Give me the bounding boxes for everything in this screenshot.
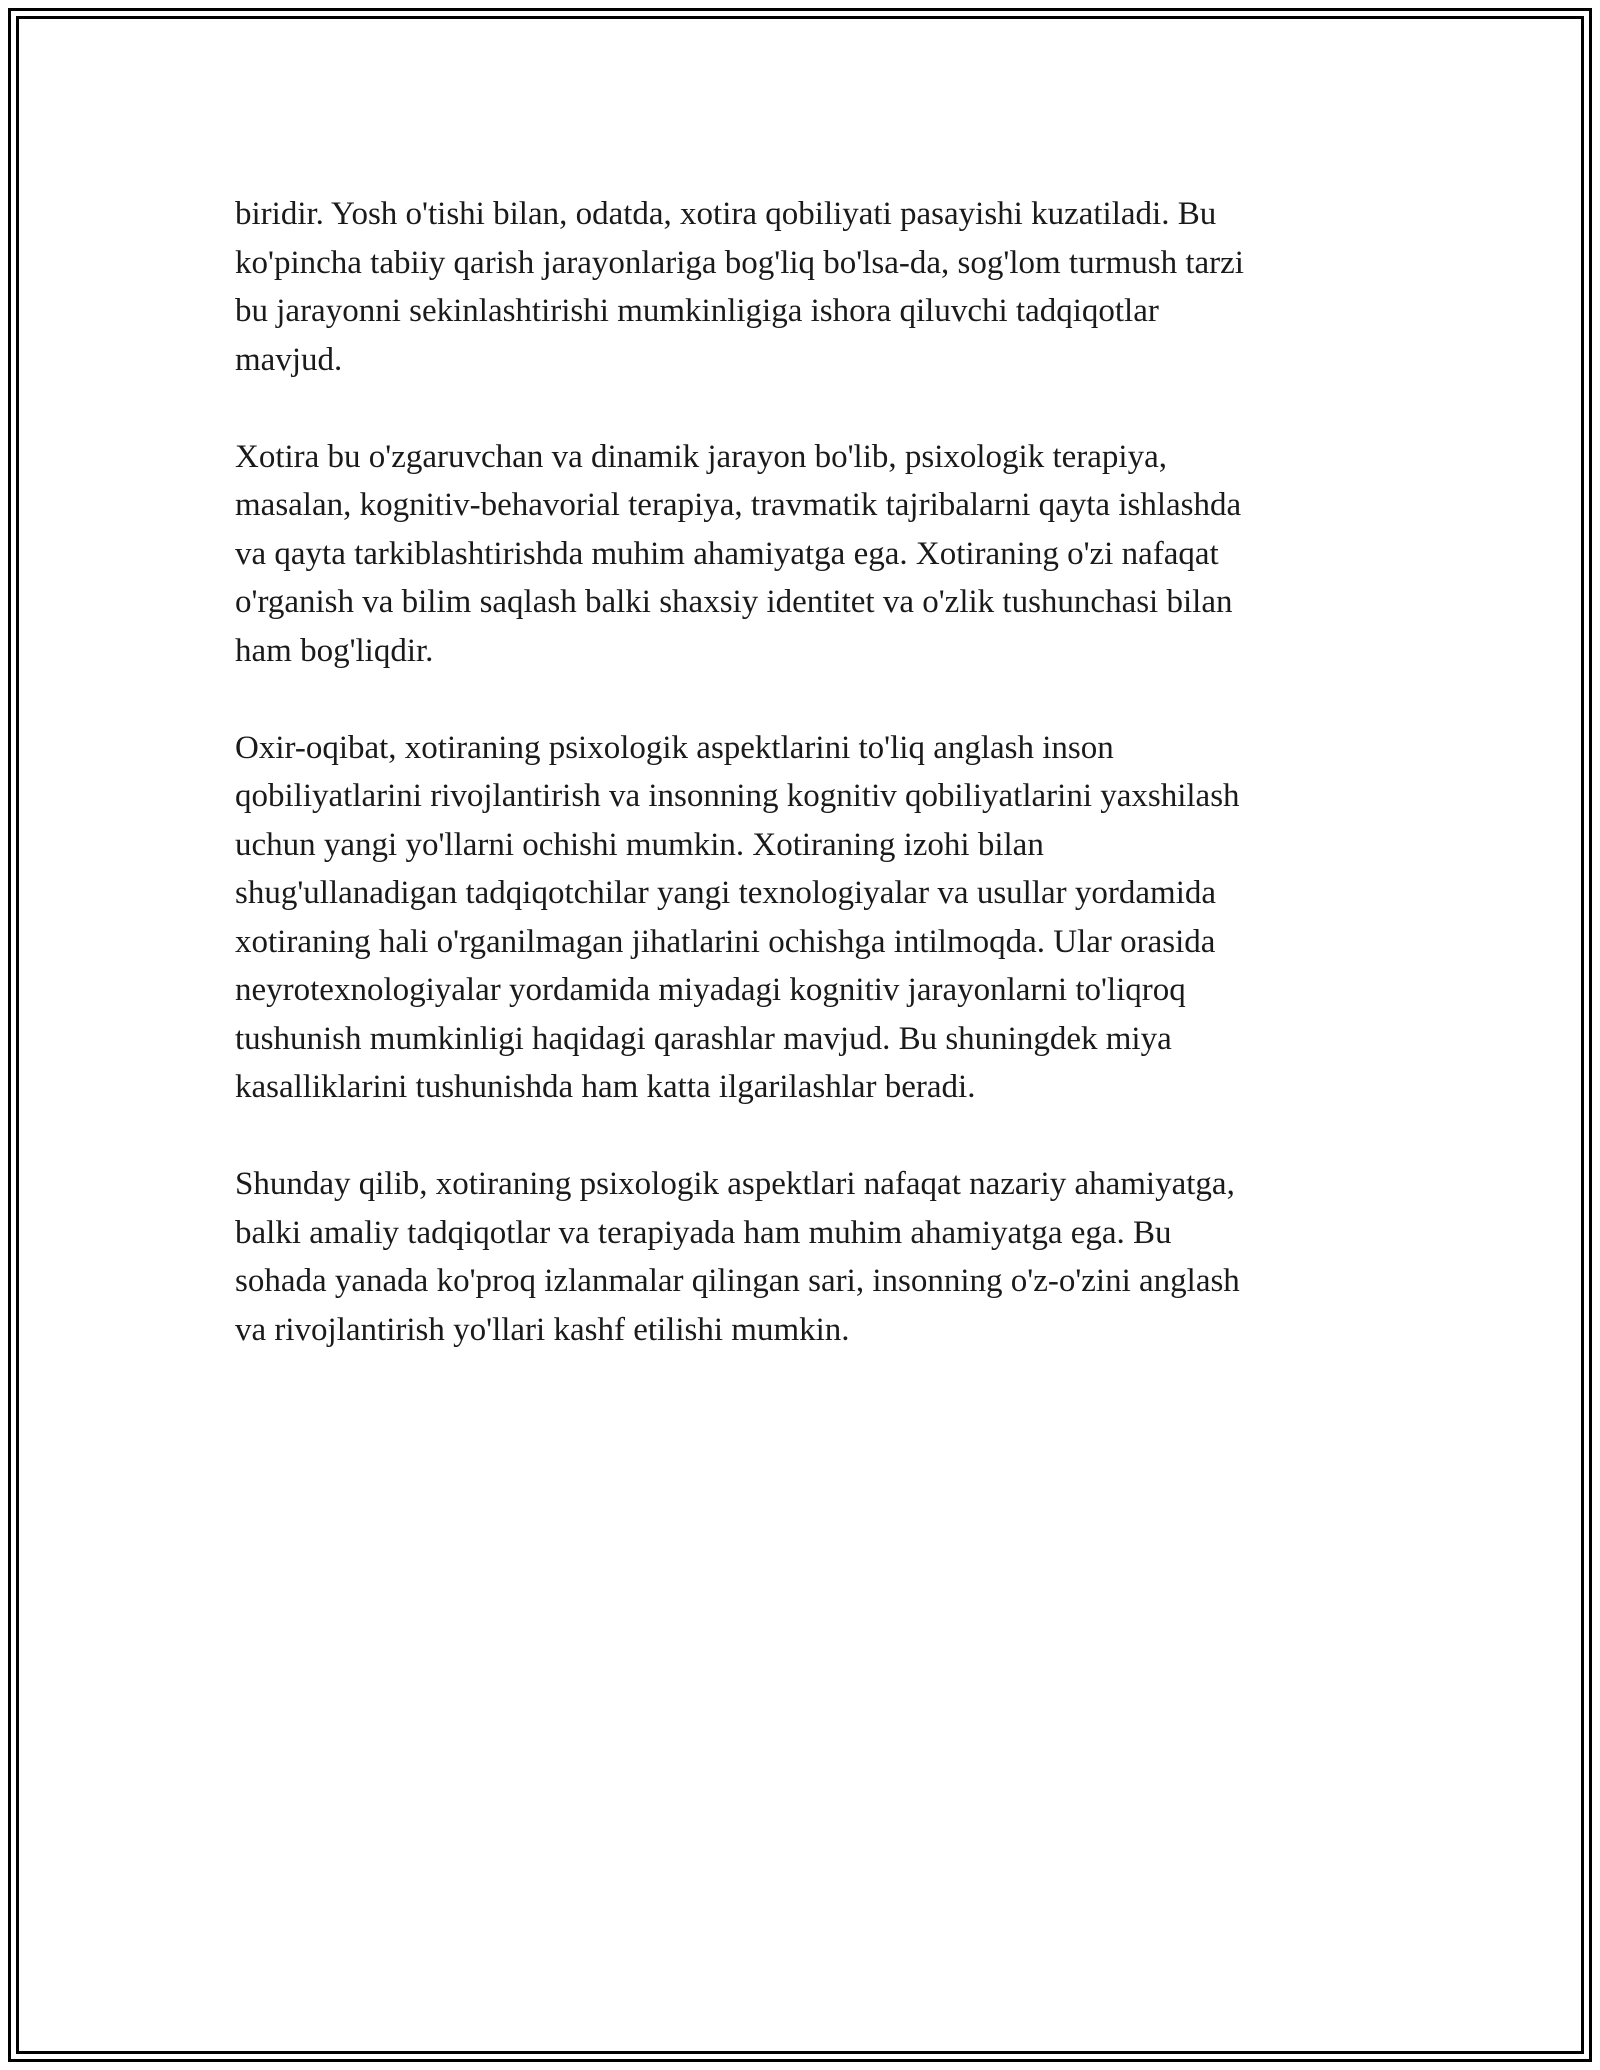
text-line: tushunish mumkinligi haqidagi qarashlar mavjud. Bu shuningdek miya [235, 1020, 1172, 1057]
text-line: Xotira bu o'zgaruvchan va dinamik jarayon bo'lib, psixologik terapiya, [235, 438, 1167, 475]
text-line: o'rganish va bilim saqlash balki shaxsiy identitet va o'zlik tushunchasi bilan [235, 584, 1233, 620]
text-line: biridir. Yosh o'tishi bilan, odatda, xotira qobiliyati pasayishi kuzatiladi. Bu [235, 196, 1217, 232]
text-line: ko'pincha tabiiy qarish jarayonlariga bog'liq bo'lsa-da, sog'lom turmush tarzi [235, 244, 1244, 281]
text-line: sohada yanada ko'proq izlanmalar qilingan sari, insonning o'z-o'zini anglash [235, 1263, 1240, 1299]
paragraph-4 [235, 1160, 1365, 1354]
text-line: mavjud. [235, 341, 343, 378]
text-line: neyrotexnologiyalar yordamida miyadagi kognitiv jarayonlarni to'liqroq [235, 972, 1186, 1008]
text-line: kasalliklarini tushunishda ham katta ilgarilashlar beradi. [235, 1069, 976, 1105]
text-line: Shunday qilib, xotiraning psixologik aspektlari nafaqat nazariy ahamiyatga, [235, 1166, 1235, 1202]
text-line: balki amaliy tadqiqotlar va terapiyada ham muhim ahamiyatga ega. Bu [235, 1214, 1172, 1251]
text-line: Oxir-oqibat, xotiraning psixologik aspektlarini to'liq anglash inson [235, 729, 1114, 766]
text-line: ham bog'liqdir. [235, 632, 434, 669]
document-body [235, 190, 1365, 1403]
text-line: qobiliyatlarini rivojlantirish va insonning kognitiv qobiliyatlarini yaxshilash [235, 778, 1240, 814]
text-line: xotiraning hali o'rganilmagan jihatlarini ochishga intilmoqda. Ular orasida [235, 923, 1216, 960]
text-line: shug'ullanadigan tadqiqotchilar yangi texnologiyalar va usullar yordamida [235, 875, 1217, 911]
paragraph-3 [235, 724, 1365, 1112]
text-line: va rivojlantirish yo'llari kashf etilishi mumkin. [235, 1311, 850, 1348]
paragraph-1 [235, 190, 1365, 384]
text-line: bu jarayonni sekinlashtirishi mumkinligiga ishora qiluvchi tadqiqotlar [235, 293, 1159, 329]
text-line: uchun yangi yo'llarni ochishi mumkin. Xotiraning izohi bilan [235, 826, 1044, 863]
paragraph-2 [235, 433, 1365, 676]
text-line: va qayta tarkiblashtirishda muhim ahamiyatga ega. Xotiraning o'zi nafaqat [235, 535, 1219, 572]
text-line: masalan, kognitiv-behavorial terapiya, travmatik tajribalarni qayta ishlashda [235, 487, 1242, 523]
